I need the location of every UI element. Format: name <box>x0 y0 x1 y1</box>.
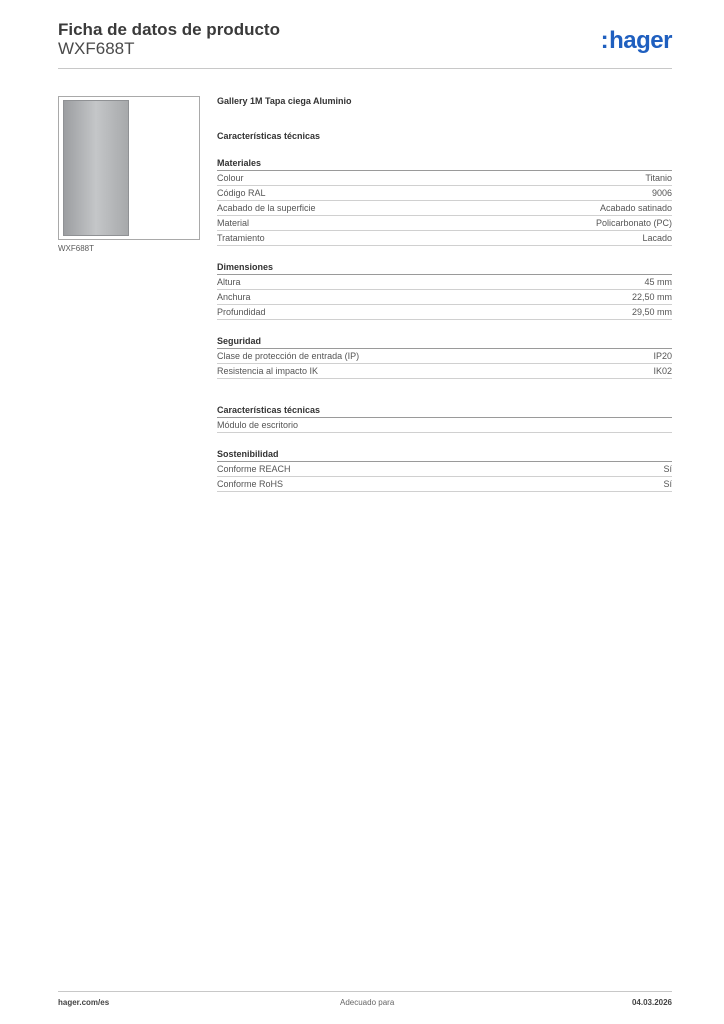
product-name: Gallery 1M Tapa ciega Aluminio <box>217 96 352 106</box>
spec-label: Módulo de escritorio <box>217 420 299 430</box>
spec-label: Material <box>217 218 250 228</box>
spec-row <box>217 171 672 186</box>
spec-label: Acabado de la superficie <box>217 203 316 213</box>
section-title: Sostenibilidad <box>217 447 672 462</box>
section-title: Materiales <box>217 156 672 171</box>
spec-label: Altura <box>217 277 241 287</box>
spec-label: Resistencia al impacto IK <box>217 366 319 376</box>
spec-value: IP20 <box>653 351 672 361</box>
logo-word: hager <box>609 27 672 54</box>
section-caracteristicas-tecnicas <box>217 403 672 433</box>
footer-divider <box>58 991 672 992</box>
section-title: Seguridad <box>217 334 672 349</box>
spec-row <box>217 305 672 320</box>
spec-value: 45 mm <box>644 277 672 287</box>
page-header <box>58 20 672 68</box>
product-image <box>58 96 200 240</box>
spec-label: Anchura <box>217 292 251 302</box>
spec-label: Conforme RoHS <box>217 479 284 489</box>
technical-characteristics-heading: Características técnicas <box>217 131 321 141</box>
spec-row <box>217 231 672 246</box>
spec-value: Sí <box>663 479 672 489</box>
spec-value: 9006 <box>651 188 672 198</box>
spec-row <box>217 349 672 364</box>
product-reference: WXF688T <box>58 39 135 58</box>
header-divider <box>58 68 672 69</box>
section-materiales <box>217 156 672 246</box>
spec-value: Titanio <box>645 173 672 183</box>
page-footer <box>58 998 672 1010</box>
spec-value: Acabado satinado <box>599 203 672 213</box>
hager-logo <box>601 27 672 55</box>
spec-value: Sí <box>663 464 672 474</box>
image-caption: WXF688T <box>58 244 95 253</box>
section-title: Características técnicas <box>217 403 672 418</box>
footer-date: 04.03.2026 <box>631 998 672 1007</box>
spec-row <box>217 418 672 433</box>
section-title: Dimensiones <box>217 260 672 275</box>
spec-value: Lacado <box>642 233 672 243</box>
page-title: Ficha de datos de producto <box>58 20 280 39</box>
product-spec-content <box>217 95 672 492</box>
spec-row <box>217 275 672 290</box>
spec-label: Profundidad <box>217 307 266 317</box>
blank-cover-plate-image <box>63 100 129 236</box>
spec-row <box>217 462 672 477</box>
spec-row <box>217 216 672 231</box>
footer-website: hager.com/es <box>58 998 110 1007</box>
spec-row <box>217 477 672 492</box>
spec-row <box>217 201 672 216</box>
spec-label: Colour <box>217 173 244 183</box>
spec-label: Conforme REACH <box>217 464 291 474</box>
footer-suitable-for: Adecuado para <box>340 998 395 1007</box>
spec-value: 22,50 mm <box>631 292 672 302</box>
spec-label: Tratamiento <box>217 233 265 243</box>
logo-colon: : <box>600 27 609 54</box>
spec-value: 29,50 mm <box>631 307 672 317</box>
section-sostenibilidad <box>217 447 672 492</box>
spec-row <box>217 364 672 379</box>
section-seguridad <box>217 334 672 379</box>
spec-value: IK02 <box>653 366 672 376</box>
spec-label: Clase de protección de entrada (IP) <box>217 351 360 361</box>
spec-row <box>217 186 672 201</box>
section-dimensiones <box>217 260 672 320</box>
spec-label: Código RAL <box>217 188 266 198</box>
spec-row <box>217 290 672 305</box>
spec-value: Policarbonato (PC) <box>595 218 672 228</box>
